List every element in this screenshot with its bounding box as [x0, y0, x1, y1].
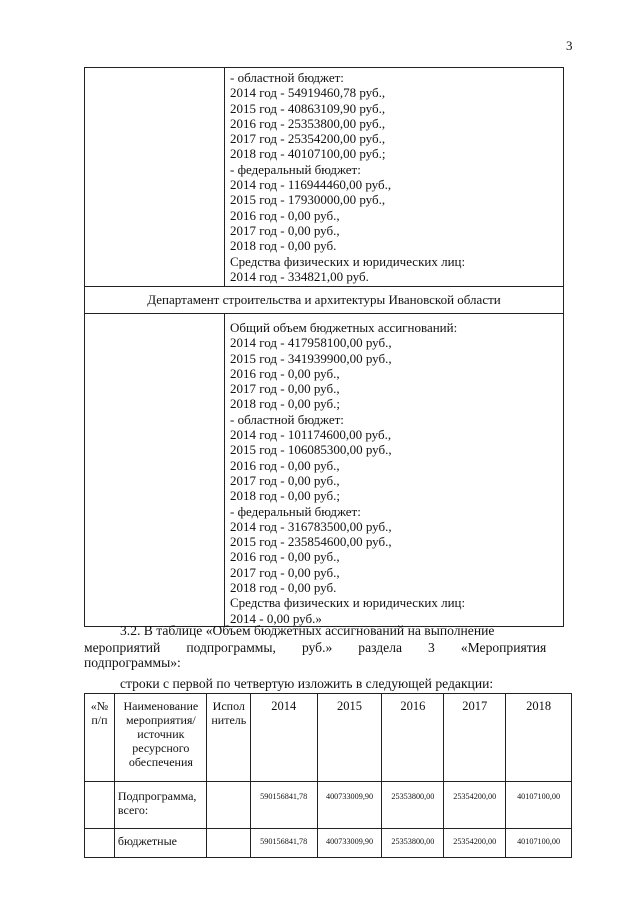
row-value: 400733009,90	[317, 782, 382, 829]
header-year: 2015	[317, 694, 382, 782]
text-line: 2014 год - 54919460,78 руб.,	[230, 85, 386, 101]
row-value: 25354200,00	[444, 829, 506, 858]
row-value: 25353800,00	[382, 829, 444, 858]
text-line: 2016 год - 0,00 руб.,	[230, 549, 340, 565]
text-line: 2017 год - 0,00 руб.,	[230, 472, 340, 488]
text-line: 2017 год - 0,00 руб.,	[230, 564, 340, 580]
text-line: - областной бюджет:	[230, 70, 344, 85]
row-name: бюджетные	[114, 829, 206, 858]
department-heading: Департамент строительства и архитектуры Ивановской области	[85, 287, 564, 314]
paragraph-line: 3.2. В таблице «Объем бюджетных ассигнований на выполнение	[120, 623, 495, 638]
text-line: 2014 год - 334821,00 руб.	[230, 268, 369, 284]
header-num: «№ п/п	[85, 694, 115, 782]
header-year: 2017	[444, 694, 506, 782]
empty-label-cell	[85, 68, 225, 287]
text-line: 2017 год - 0,00 руб.,	[230, 222, 340, 238]
text-line: 2018 год - 0,00 руб.	[230, 238, 337, 254]
row-value: 25354200,00	[444, 782, 506, 829]
header-year: 2014	[250, 694, 317, 782]
row-value: 400733009,90	[317, 829, 382, 858]
row-num	[85, 782, 115, 829]
text-line: 2015 год - 17930000,00 руб.,	[230, 192, 386, 208]
row-value: 25353800,00	[382, 782, 444, 829]
row-name: Подпрограмма, всего:	[114, 782, 206, 829]
paragraph-line: строки с первой по четвертую изложить в следующей редакции:	[120, 676, 494, 691]
text-line: 2015 год - 341939900,00 руб.,	[230, 350, 392, 366]
funding-block-2	[225, 314, 564, 627]
paragraph-word: мероприятий	[84, 640, 161, 655]
paragraph-word: подпрограммы,	[186, 640, 276, 655]
text-line: 2014 год - 417958100,00 руб.,	[230, 335, 392, 351]
text-line: 2016 год - 0,00 руб.,	[230, 457, 340, 473]
text-line: 2018 год - 0,00 руб.	[230, 580, 337, 596]
header-executor: Испол нитель	[206, 694, 250, 782]
row-value: 40107100,00	[506, 829, 572, 858]
text-line: 2018 год - 40107100,00 руб.;	[230, 146, 386, 162]
paragraph-line: подпрограммы»:	[84, 655, 181, 670]
paragraph-word: «Мероприятия	[460, 640, 547, 655]
text-line: - федеральный бюджет:	[230, 161, 361, 177]
paragraph-word: 3	[428, 640, 435, 655]
text-line: 2015 год - 40863109,90 руб.,	[230, 100, 386, 116]
text-line: Средства физических и юридических лиц:	[230, 595, 466, 611]
text-line: 2016 год - 0,00 руб.,	[230, 365, 340, 381]
paragraph-word: раздела	[358, 640, 403, 655]
text-line: 2017 год - 0,00 руб.,	[230, 381, 340, 397]
text-line: 2015 год - 235854600,00 руб.,	[230, 534, 392, 550]
table-row	[85, 782, 572, 829]
text-line: Средства физических и юридических лиц:	[230, 253, 466, 269]
header-name: Наименование мероприятия/ источник ресурсного обеспечения	[114, 694, 206, 782]
text-line: 2016 год - 25353800,00 руб.,	[230, 115, 386, 131]
text-line: 2014 год - 101174600,00 руб.,	[230, 427, 392, 443]
empty-label-cell	[85, 314, 225, 627]
text-line: - федеральный бюджет:	[230, 503, 361, 519]
row-value: 590156841,78	[250, 782, 317, 829]
row-value: 590156841,78	[250, 829, 317, 858]
text-line: 2014 год - 316783500,00 руб.,	[230, 518, 392, 534]
text-line: 2017 год - 25354200,00 руб.,	[230, 131, 386, 147]
row-num	[85, 829, 115, 858]
row-value: 40107100,00	[506, 782, 572, 829]
paragraph-line	[84, 640, 546, 655]
text-line: 2014 - 0,00 руб.»	[230, 610, 322, 626]
text-line: 2016 год - 0,00 руб.,	[230, 207, 340, 223]
appropriations-table	[84, 693, 572, 858]
table-row	[85, 829, 572, 858]
header-year: 2016	[382, 694, 444, 782]
text-line: 2014 год - 116944460,00 руб.,	[230, 177, 392, 193]
header-year: 2018	[506, 694, 572, 782]
text-line: 2015 год - 106085300,00 руб.,	[230, 442, 392, 458]
text-line: 2018 год - 0,00 руб.;	[230, 396, 340, 412]
funding-block-1	[225, 68, 564, 287]
text-line: - областной бюджет:	[230, 411, 344, 427]
row-executor	[206, 782, 250, 829]
text-line: Общий объем бюджетных ассигнований:	[230, 320, 458, 335]
paragraph-word: руб.»	[301, 640, 333, 655]
funding-table	[84, 67, 564, 627]
row-executor	[206, 829, 250, 858]
text-line: 2018 год - 0,00 руб.;	[230, 488, 340, 504]
page-number: 3	[566, 38, 573, 53]
